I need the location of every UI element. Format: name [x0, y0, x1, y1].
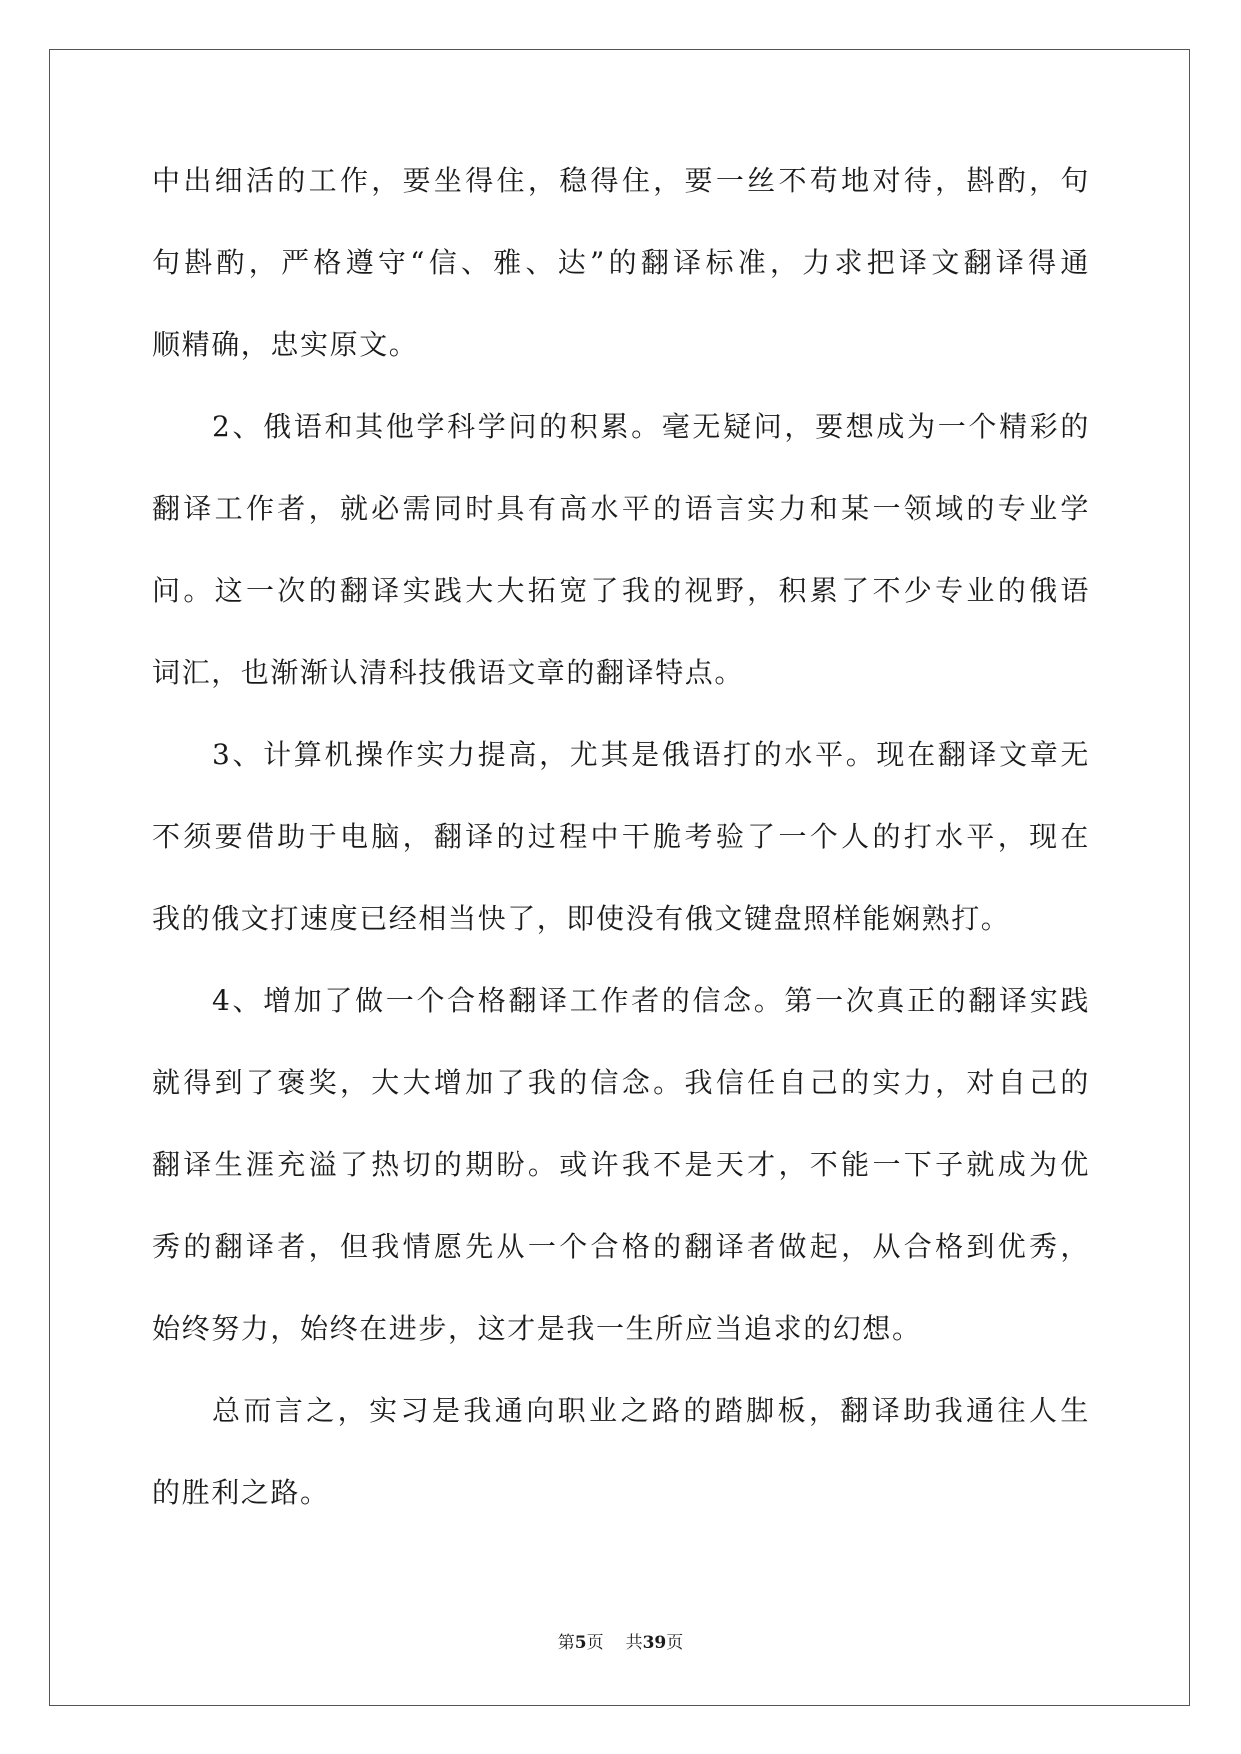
text-line: 秀的翻译者，但我情愿先从一个合格的翻译者做起，从合格到优秀， — [152, 1230, 1090, 1263]
text-line: 翻译工作者，就必需同时具有高水平的语言实力和某一领域的专业学 — [152, 492, 1090, 525]
text-line: 4、增加了做一个合格翻译工作者的信念。第一次真正的翻译实践 — [212, 984, 1090, 1017]
total-suffix: 页 — [666, 1633, 684, 1653]
text-line: 2、俄语和其他学科学问的积累。毫无疑问，要想成为一个精彩的 — [212, 410, 1090, 443]
page-prefix: 第 — [557, 1633, 575, 1653]
text-line: 词汇，也渐渐认清科技俄语文章的翻译特点。 — [152, 656, 745, 689]
text-line: 总而言之，实习是我通向职业之路的踏脚板，翻译助我通往人生 — [212, 1394, 1090, 1427]
page-number: 5 — [574, 1633, 587, 1653]
text-line: 问。这一次的翻译实践大大拓宽了我的视野，积累了不少专业的俄语 — [152, 574, 1090, 607]
text-line: 的胜利之路。 — [152, 1476, 330, 1509]
page-footer — [0, 1628, 1241, 1653]
document-body — [152, 160, 1090, 1554]
text-line: 始终努力，始终在进步，这才是我一生所应当追求的幻想。 — [152, 1312, 922, 1345]
text-line: 就得到了褒奖，大大增加了我的信念。我信任自己的实力，对自己的 — [152, 1066, 1090, 1099]
text-line: 翻译生涯充溢了热切的期盼。或许我不是天才，不能一下子就成为优 — [152, 1148, 1090, 1181]
total-pages: 39 — [642, 1633, 667, 1653]
page-suffix: 页 — [586, 1633, 604, 1653]
text-line: 不须要借助于电脑，翻译的过程中干脆考验了一个人的打水平，现在 — [152, 820, 1090, 853]
text-line: 中出细活的工作，要坐得住，稳得住，要一丝不苟地对待，斟酌，句 — [152, 164, 1090, 197]
text-line: 顺精确，忠实原文。 — [152, 328, 419, 361]
total-prefix: 共 — [625, 1633, 643, 1653]
text-line: 3、计算机操作实力提高，尤其是俄语打的水平。现在翻译文章无 — [212, 738, 1090, 771]
text-line: 我的俄文打速度已经相当快了，即使没有俄文键盘照样能娴熟打。 — [152, 902, 1011, 935]
text-line: 句斟酌，严格遵守“信、雅、达”的翻译标准，力求把译文翻译得通 — [152, 246, 1090, 279]
